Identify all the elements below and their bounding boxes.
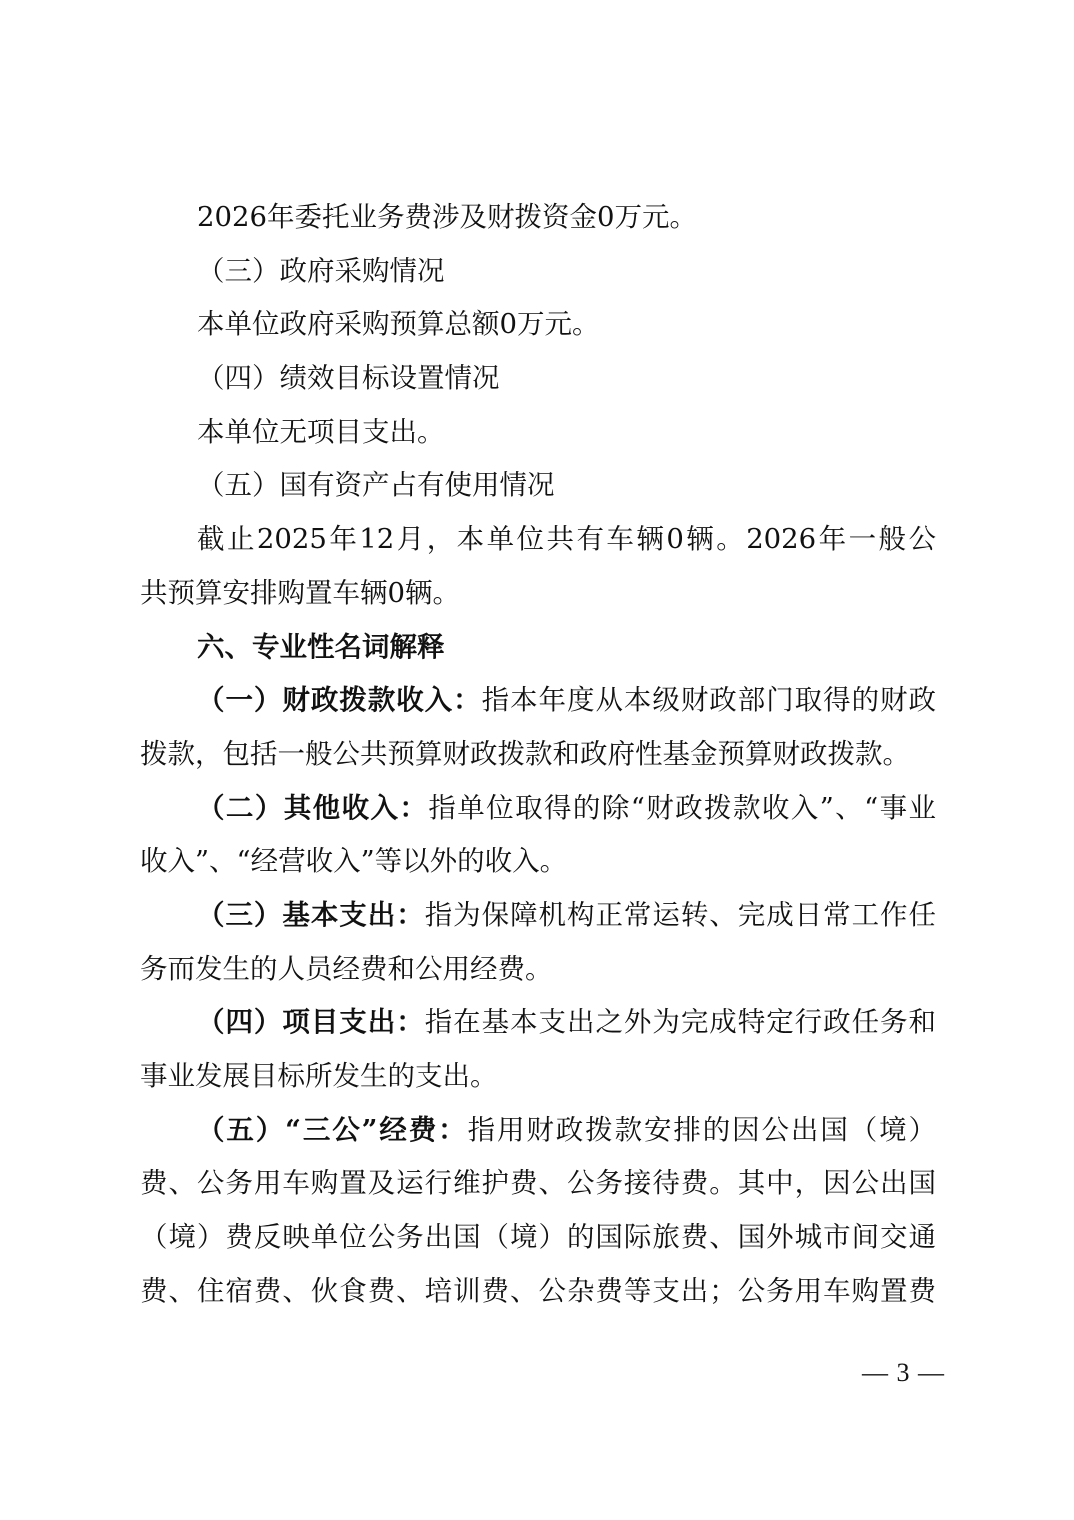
section-heading-performance: （四）绩效目标设置情况 — [197, 362, 500, 395]
paragraph-line: 2026年委托业务费涉及财拨资金0万元。 — [197, 201, 697, 233]
definition-text: 指单位取得的除“财政拨款收入”、“事业 — [428, 791, 936, 824]
paragraph-line: 事业发展目标所发生的支出。 — [140, 1060, 498, 1092]
paragraph-line: 拨款，包括一般公共预算财政拨款和政府性基金预算财政拨款。 — [140, 737, 910, 770]
definition-line — [140, 889, 936, 943]
definition-term: （一）财政拨款收入： — [197, 684, 482, 717]
definition-line — [140, 782, 936, 836]
paragraph-line: 本单位政府采购预算总额0万元。 — [197, 308, 600, 341]
definition-line — [140, 1104, 936, 1158]
paragraph-line: 共预算安排购置车辆0辆。 — [140, 576, 460, 609]
paragraph-line: 收入”、“经营收入”等以外的收入。 — [140, 845, 568, 878]
definition-line — [140, 996, 936, 1050]
paragraph-line: 截止2025年12月，本单位共有车辆0辆。2026年一般公 — [197, 523, 936, 556]
paragraph-line: 费、住宿费、伙食费、培训费、公杂费等支出；公务用车购置费 — [140, 1274, 936, 1307]
definition-term: （二）其他收入： — [197, 791, 429, 824]
definition-line — [140, 674, 936, 728]
definition-term: （四）项目支出： — [197, 1006, 425, 1039]
paragraph-line: （境）费反映单位公务出国（境）的国际旅费、国外城市间交通 — [140, 1221, 936, 1254]
definition-term: （五）“三公”经费： — [197, 1113, 468, 1146]
page-number: — 3 — — [862, 1358, 945, 1387]
definition-text: 指本年度从本级财政部门取得的财政 — [481, 684, 937, 717]
paragraph-line: 务而发生的人员经费和公用经费。 — [140, 952, 553, 985]
definition-text: 指用财政拨款安排的因公出国（境） — [467, 1113, 937, 1146]
definition-text: 指为保障机构正常运转、完成日常工作任 — [424, 898, 937, 931]
definition-text: 指在基本支出之外为完成特定行政任务和 — [424, 1006, 937, 1039]
paragraph-line: 本单位无项目支出。 — [197, 415, 445, 448]
section-heading-procurement: （三）政府采购情况 — [197, 254, 445, 287]
definition-term: （三）基本支出： — [197, 898, 425, 931]
section-heading-assets: （五）国有资产占有使用情况 — [197, 469, 555, 502]
document-body — [140, 191, 936, 1318]
chapter-heading-glossary: 六、专业性名词解释 — [197, 630, 445, 663]
paragraph-line: 费、公务用车购置及运行维护费、公务接待费。其中，因公出国 — [140, 1167, 936, 1200]
